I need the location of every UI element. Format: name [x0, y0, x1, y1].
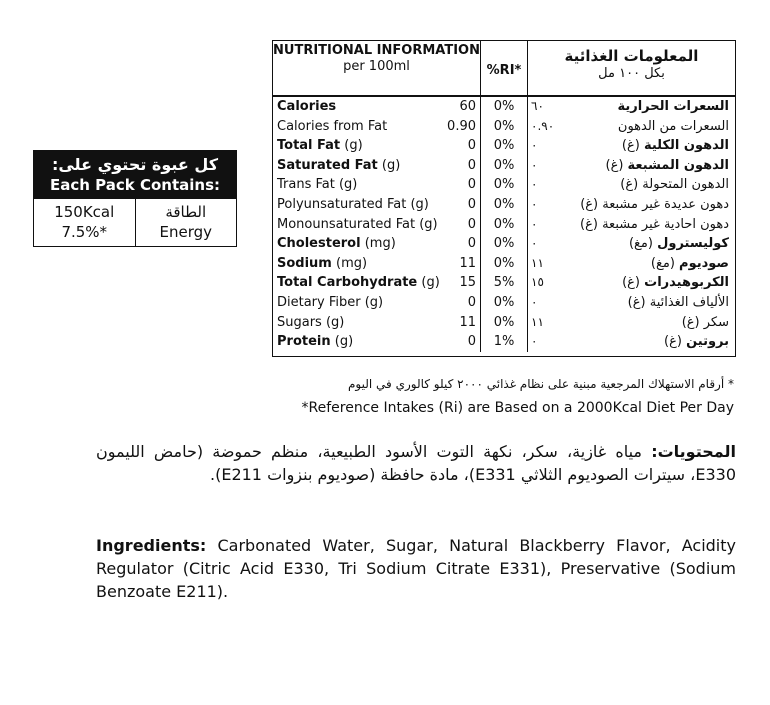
nutrient-value: 60 — [459, 99, 476, 114]
nutrient-ri: 0% — [480, 254, 528, 274]
ingredients-en-label: Ingredients: — [96, 536, 207, 555]
nutrition-row — [273, 97, 735, 117]
pack-energy-label-ar: الطاقة — [165, 203, 207, 221]
nutrient-value: 0 — [467, 294, 476, 310]
pack-energy-values — [34, 199, 136, 246]
nutrient-label-ar: الدهون الكلية — [643, 138, 729, 154]
nutrient-label: Calories from Fat — [277, 118, 388, 134]
nutrient-value-ar: ٠ — [531, 236, 538, 251]
nutrient-unit-ar: (غ) — [620, 177, 639, 193]
nutrient-name — [273, 215, 444, 235]
nutrient-label: Dietary Fiber — [277, 294, 361, 310]
nutrition-row — [273, 293, 735, 313]
nutrient-ri: 0% — [480, 136, 528, 156]
nutrition-row — [273, 234, 735, 254]
nutrition-table — [272, 40, 736, 357]
pack-energy-labels — [136, 199, 237, 246]
nutrient-unit: (mg) — [364, 236, 396, 252]
nutrition-row — [273, 136, 735, 156]
nutrient-name-ar — [550, 195, 735, 215]
header-ar-title: المعلومات الغذائية — [564, 47, 699, 65]
nutrient-label: Calories — [277, 99, 337, 114]
nutrient-label: Trans Fat — [277, 177, 335, 193]
nutrient-value: 0 — [467, 177, 476, 193]
nutrient-unit-ar: (مغ) — [628, 236, 653, 252]
nutrient-label-ar: الكربوهيدرات — [644, 275, 729, 291]
nutrient-unit-ar: (غ) — [627, 294, 646, 310]
nutrient-name — [273, 234, 444, 254]
nutrition-row — [273, 215, 735, 235]
nutrient-label-ar: الدهون المتحولة — [642, 177, 729, 193]
nutrient-label: Protein — [277, 334, 331, 350]
nutrient-unit: (mg) — [336, 255, 368, 271]
nutrient-value-ar: ١١ — [531, 255, 544, 270]
header-ri: %RI* — [480, 41, 528, 95]
nutrient-ri: 0% — [480, 117, 528, 137]
nutrient-unit: (g) — [410, 196, 429, 212]
nutrient-label-ar: الدهون المشبعة — [627, 157, 729, 173]
nutrient-value-ar: ١٥ — [531, 275, 544, 290]
nutrition-row — [273, 195, 735, 215]
nutrient-unit-ar: (غ) — [681, 314, 700, 330]
nutrient-label: Cholesterol — [277, 236, 361, 252]
nutrient-name-ar — [550, 273, 735, 293]
header-en — [273, 41, 480, 95]
header-ar-sub: بكل ١٠٠ مل — [598, 66, 665, 81]
nutrient-name — [273, 293, 444, 313]
nutrient-label-ar: دهون احادية غير مشبعة — [602, 216, 729, 232]
nutrient-label-ar: صوديوم — [679, 255, 729, 271]
nutrient-value-ar: ٠.٩٠ — [531, 118, 555, 133]
nutrient-ri: 0% — [480, 215, 528, 235]
nutrient-name-ar — [550, 117, 735, 137]
header-en-sub: per 100ml — [343, 59, 410, 74]
nutrient-value: 15 — [459, 275, 476, 291]
nutrient-name — [273, 97, 444, 117]
nutrient-unit-ar: (غ) — [580, 216, 598, 232]
ingredients-ar-label: المحتويات: — [651, 442, 736, 461]
nutrient-unit: (g) — [334, 334, 354, 350]
nutrient-value-ar: ٠ — [531, 177, 538, 192]
nutrient-value: 0 — [467, 236, 476, 252]
nutrient-name-ar — [550, 175, 735, 195]
nutrient-name-ar — [550, 234, 735, 254]
nutrient-value-ar: ٠ — [531, 216, 538, 231]
nutrient-label-ar: دهون عديدة غير مشبعة — [602, 196, 729, 212]
nutrient-value-ar: ٠ — [531, 196, 538, 211]
nutrient-value-ar: ٠ — [531, 157, 538, 172]
nutrient-unit-ar: (غ) — [605, 157, 624, 173]
nutrient-ri: 0% — [480, 313, 528, 333]
nutrient-value-ar: ١١ — [531, 314, 544, 329]
nutrition-table-header — [273, 41, 735, 97]
nutrient-value: 0 — [467, 138, 476, 154]
nutrient-value: 11 — [459, 255, 476, 271]
nutrient-label: Total Fat — [277, 138, 341, 154]
pack-energy-ri: 7.5%* — [61, 223, 108, 241]
nutrient-label: Sugars — [277, 314, 322, 330]
nutrient-label-ar: بروتين — [686, 334, 729, 350]
nutrition-row — [273, 313, 735, 333]
nutrition-row — [273, 332, 735, 352]
nutrient-name — [273, 195, 444, 215]
nutrient-label: Saturated Fat — [277, 157, 378, 173]
nutrient-unit: (g) — [381, 157, 401, 173]
nutrient-name — [273, 156, 444, 176]
nutrient-unit: (g) — [421, 275, 440, 291]
nutrition-row — [273, 117, 735, 137]
nutrient-name-ar — [550, 293, 735, 313]
pack-title-ar: كل عبوة تحتوي على: — [51, 155, 219, 174]
header-ar — [528, 41, 735, 95]
nutrient-value: 0 — [467, 157, 476, 173]
nutrient-value: 0.90 — [447, 118, 476, 134]
nutrient-name — [273, 313, 444, 333]
nutrient-ri: 1% — [480, 332, 528, 352]
nutrient-ri: 0% — [480, 195, 528, 215]
nutrient-value-ar: ٠ — [531, 294, 538, 309]
nutrient-name-ar — [550, 136, 735, 156]
nutrient-label: Sodium — [277, 255, 332, 271]
nutrient-label: Polyunsaturated Fat — [277, 196, 407, 212]
nutrient-unit: (g) — [338, 177, 358, 193]
nutrition-row — [273, 254, 735, 274]
nutrient-ri: 0% — [480, 156, 528, 176]
nutrient-name-ar — [550, 215, 735, 235]
nutrient-name-ar — [550, 97, 735, 117]
pack-contents-box — [33, 150, 237, 247]
nutrient-label-ar: سكر — [703, 314, 729, 330]
pack-title-en: Each Pack Contains: — [50, 176, 220, 194]
ingredients-ar-text: مياه غازية، سكر، نكهة التوت الأسود الطبيعية، منظم حموضة (حامض الليمون E330، سيترات الصوديوم الثلاثي E331)، مادة حافظة (صوديوم بنزوات E211). — [96, 442, 736, 484]
header-en-title: NUTRITIONAL INFORMATION — [273, 43, 480, 58]
nutrient-unit-ar: (غ) — [664, 334, 682, 350]
nutrient-name-ar — [550, 156, 735, 176]
nutrient-label-ar: السعرات الحرارية — [617, 99, 729, 114]
nutrient-unit: (g) — [419, 216, 438, 232]
ingredients-en-text: Carbonated Water, Sugar, Natural Blackberry Flavor, Acidity Regulator (Citric Acid E330, Tri Sodium Citrate E331), Preservative (Sodium Benzoate E211). — [96, 536, 736, 601]
nutrition-row — [273, 156, 735, 176]
nutrient-value-ar: ٦٠ — [531, 99, 544, 113]
nutrient-value: 0 — [467, 216, 476, 232]
nutrient-name — [273, 117, 444, 137]
nutrient-name — [273, 136, 444, 156]
nutrient-value: 0 — [467, 334, 476, 350]
nutrient-label: Monounsaturated Fat — [277, 216, 416, 232]
nutrient-name — [273, 332, 444, 352]
nutrient-name — [273, 273, 444, 293]
nutrient-value: 0 — [467, 196, 476, 212]
nutrient-ri: 0% — [480, 234, 528, 254]
nutrient-label-ar: السعرات من الدهون — [617, 118, 729, 134]
nutrient-unit: (g) — [344, 138, 363, 154]
nutrient-name-ar — [550, 254, 735, 274]
nutrient-unit: (g) — [364, 294, 384, 310]
nutrient-unit-ar: (مغ) — [650, 255, 675, 271]
nutrition-row — [273, 175, 735, 195]
nutrient-unit: (g) — [325, 314, 345, 330]
pack-energy-label-en: Energy — [159, 223, 212, 241]
pack-energy-kcal: 150Kcal — [54, 203, 115, 221]
nutrient-label-ar: كوليسترول — [657, 236, 729, 252]
nutrient-value-ar: ٠ — [531, 138, 538, 153]
nutrient-label-ar: الألياف الغذائية — [649, 294, 729, 310]
nutrient-label: Total Carbohydrate — [277, 275, 418, 291]
pack-contents-body — [34, 199, 236, 246]
reference-note-ar: * أرقام الاستهلاك المرجعية مبنية على نظام غذائي ٢٠٠٠ كيلو كالوري في اليوم — [347, 377, 734, 391]
nutrient-name-ar — [550, 332, 735, 352]
nutrient-ri: 0% — [480, 97, 528, 117]
nutrient-value: 11 — [459, 314, 476, 330]
nutrition-row — [273, 273, 735, 293]
nutrition-rows — [273, 97, 735, 352]
nutrient-name — [273, 254, 444, 274]
reference-note-en: *Reference Intakes (Ri) are Based on a 2000Kcal Diet Per Day — [301, 400, 734, 416]
nutrient-unit-ar: (غ) — [621, 138, 640, 154]
nutrient-ri: 0% — [480, 293, 528, 313]
pack-contents-header — [34, 151, 236, 199]
ingredients-en — [96, 534, 736, 603]
nutrient-ri: 5% — [480, 273, 528, 293]
nutrient-value-ar: ٠ — [531, 334, 538, 349]
nutrient-unit-ar: (غ) — [622, 275, 640, 291]
nutrient-name — [273, 175, 444, 195]
nutrient-ri: 0% — [480, 175, 528, 195]
ingredients-ar — [96, 440, 736, 486]
nutrient-unit-ar: (غ) — [580, 196, 599, 212]
nutrient-name-ar — [550, 313, 735, 333]
